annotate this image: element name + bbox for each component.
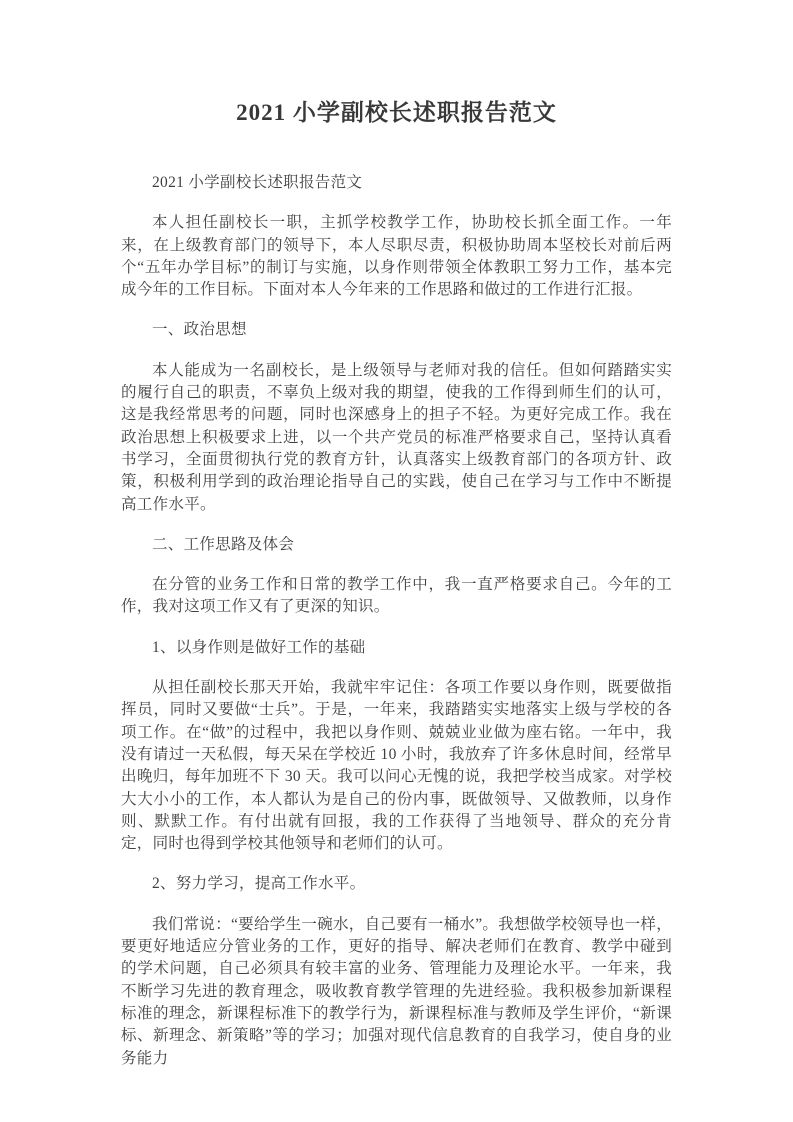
document-subtitle: 2021 小学副校长述职报告范文 [152, 174, 363, 191]
document-title: 2021 小学副校长述职报告范文 [236, 100, 557, 125]
section-1-paragraph: 本人能成为一名副校长，是上级领导与老师对我的信任。但如何踏踏实实的履行自己的职责，不辜负上级对我的期望，使我的工作得到师生们的认可，这是我经常思考的问题，同时也深感身上的担子不轻。为更好完成工作。我在政治思想上积极要求上进，以一个共产党员的标准严格要求自己，坚持认真看书学习，全面贯彻执行党的教育方针，认真落实上级教育部门的各项方针、政策，积极利用学到的政治理论指导自己的实践，使自己在学习与工作中不断提高工作水平。 [121, 361, 672, 513]
subsection-heading-2: 2、努力学习，提高工作水平。 [152, 875, 366, 893]
section-heading-2: 二、工作思路及体会 [152, 535, 295, 553]
section-heading-1: 一、政治思想 [152, 321, 247, 339]
subsection-1-paragraph: 从担任副校长那天开始，我就牢牢记住：各项工作要以身作则，既要做指挥员，同时又要做“士兵”。于是，一年来，我踏踏实实地落实上级与学校的各项工作。在“做”的过程中，我把以身作则、兢兢业业做为座右铭。一年中，我没有请过一天私假，每天呆在学校近 10 小时，我放弃了许多休息时间，经常早出晚归，每年加班不下 30 天。我可以问心无愧的说，我把学校当成家。对学校大大小小的工作，本人都认为是自己的份内事，既做领导、又做教师，以身作则、默默工作。有付出就有回报，我的工作获得了当地领导、群众的充分肯定，同时也得到学校其他领导和老师们的认可。 [121, 679, 672, 853]
subsection-heading-1: 1、以身作则是做好工作的基础 [152, 638, 366, 656]
intro-paragraph: 本人担任副校长一职，主抓学校教学工作，协助校长抓全面工作。一年来，在上级教育部门的领导下，本人尽职尽责，积极协助周本坚校长对前后两个“五年办学目标”的制订与实施，以身作则带领全体教职工努力工作，基本完成今年的工作目标。下面对本人今年来的工作思路和做过的工作进行汇报。 [121, 214, 672, 299]
section-2-paragraph: 在分管的业务工作和日常的教学工作中，我一直严格要求自己。今年的工作，我对这项工作又有了更深的知识。 [121, 576, 672, 616]
subsection-2-paragraph: 我们常说：“要给学生一碗水，自己要有一桶水”。我想做学校领导也一样，要更好地适应分管业务的工作，更好的指导、解决老师们在教育、教学中碰到的学术问题，自己必须具有较丰富的业务、管理能力及理论水平。一年来，我不断学习先进的教育理念，吸收教育教学管理的先进经验。我积极参加新课程标准的理念，新课程标准下的教学行为，新课程标准与教师及学生评价，“新课标、新理念、新策略”等的学习；加强对现代信息教育的自我学习，使自身的业务能力 [121, 915, 672, 1067]
